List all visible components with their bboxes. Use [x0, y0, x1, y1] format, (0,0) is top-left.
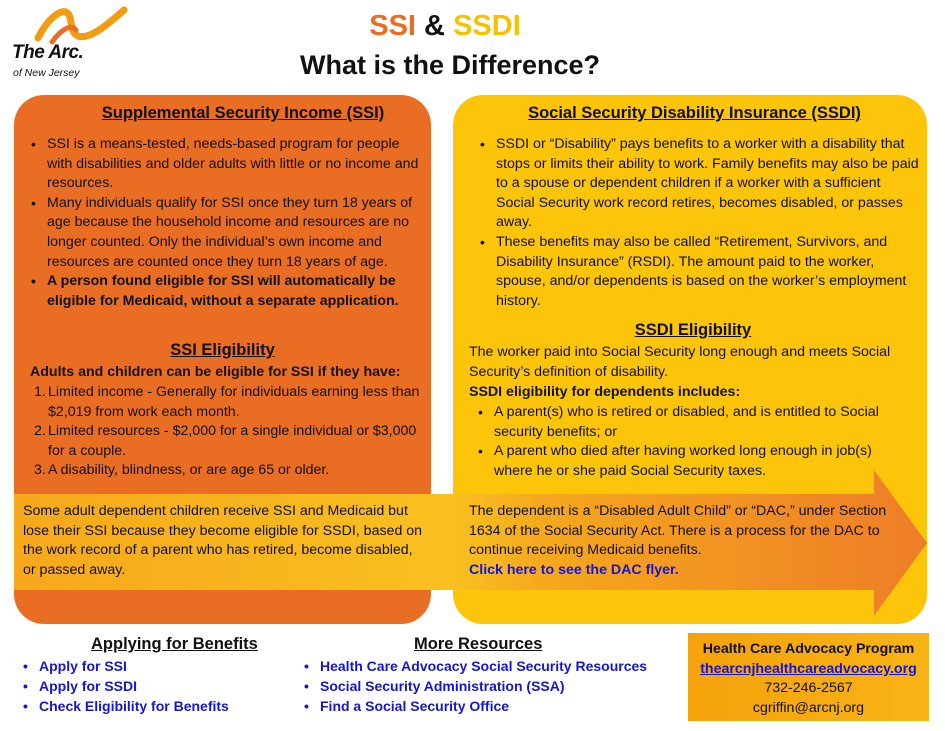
ssdi-bullet: • These benefits may also be called “Retirement, Survivors, and Disability Insurance” (RSDI). The amount paid to the worker, spouse, and/or dependents is based on the worker’s employment history.: [496, 233, 920, 311]
ssi-eligibility-intro: Adults and children can be eligible for SSI if they have:: [30, 364, 401, 380]
ssdi-dependent-item: • A parent who died after having worked long enough in job(s) where he or she paid Social Security taxes.: [494, 442, 914, 481]
apply-ssdi-link[interactable]: • Apply for SSDI: [39, 676, 229, 696]
ssi-bullet: • Many individuals qualify for SSI once they turn 18 years of age because the household income and resources are no longer counted. Only the individual’s own income and resources are counted once they turn 18 years of age.: [47, 194, 425, 272]
ssi-bullet: • A person found eligible for SSI will automatically be eligible for Medicaid, without a separate application.: [47, 272, 425, 311]
ssi-bullet: • SSI is a means-tested, needs-based program for people with disabilities and older adults with little or no income and resources.: [47, 135, 425, 194]
page-subtitle: What is the Difference?: [299, 50, 601, 80]
hca-resources-link[interactable]: • Health Care Advocacy Social Security Resources: [320, 656, 647, 676]
title-ssdi: SSDI: [453, 10, 521, 42]
page-title: [0, 10, 890, 43]
ssa-link[interactable]: • Social Security Administration (SSA): [320, 676, 647, 696]
find-office-link[interactable]: • Find a Social Security Office: [320, 696, 647, 716]
ssi-eligibility-item: 2. Limited resources - $2,000 for a single individual or $3,000 for a couple.: [34, 423, 417, 459]
ssi-eligibility-item: 3. A disability, blindness, or are age 65 or older.: [34, 462, 330, 479]
contact-email[interactable]: cgriffin@arcnj.org: [752, 699, 865, 716]
arrow-right-text: [469, 502, 899, 580]
ssdi-eligibility-text: The worker paid into Social Security long enough and meets Social Security’s definition of disability.: [469, 344, 891, 380]
ssdi-bullets: [496, 135, 920, 311]
logo-subtitle: of New Jersey: [13, 67, 80, 79]
ssdi-dependents-heading: SSDI eligibility for dependents includes:: [469, 384, 741, 400]
arrow-left-text: Some adult dependent children receive SSI and Medicaid but lose their SSI because they become eligible for SSDI, based on the work record of a parent who has retired, become disabled, or passed away.: [23, 503, 423, 578]
ssdi-eligibility-heading: SSDI Eligibility: [634, 321, 752, 339]
contact-title: Health Care Advocacy Program: [702, 641, 915, 657]
apply-ssi-link[interactable]: • Apply for SSI: [39, 656, 229, 676]
applying-links: [39, 656, 229, 716]
ssdi-heading: Social Security Disability Insurance (SSDI): [528, 104, 861, 122]
logo-name: The Arc.: [12, 42, 84, 63]
check-eligibility-link[interactable]: • Check Eligibility for Benefits: [39, 696, 229, 716]
dac-flyer-link[interactable]: Click here to see the DAC flyer.: [469, 561, 679, 578]
ssi-bullets: [47, 135, 425, 311]
ssdi-bullet: • SSDI or “Disability” pays benefits to a worker with a disability that stops or limits their ability to work. Family benefits may also be paid to a spouse or dependent children if a worker with a sufficient Social Security work record retires, becomes disabled, or passes away.: [496, 135, 920, 233]
dac-description: The dependent is a “Disabled Adult Child” or “DAC,” under Section 1634 of the Social Security Act. There is a process for the DAC to continue receiving Medicaid benefits.: [469, 503, 887, 559]
ssi-heading: Supplemental Security Income (SSI): [101, 104, 385, 122]
ssdi-dependent-item: • A parent(s) who is retired or disabled, and is entitled to Social security benefits; or: [494, 403, 914, 442]
resources-heading: More Resources: [414, 635, 543, 653]
title-amp: &: [424, 10, 445, 42]
contact-box: [688, 633, 929, 721]
resources-links: [320, 656, 647, 716]
ssi-eligibility-heading: SSI Eligibility: [170, 341, 275, 359]
contact-phone: 732-246-2567: [764, 680, 853, 697]
ssi-eligibility-list: [34, 383, 420, 481]
applying-heading: Applying for Benefits: [91, 635, 258, 653]
ssi-eligibility-item: 1. Limited income - Generally for individuals earning less than $2,019 from work each month.: [34, 384, 420, 420]
contact-website-link[interactable]: thearcnjhealthcareadvocacy.org: [700, 660, 917, 677]
title-ssi: SSI: [369, 10, 416, 42]
